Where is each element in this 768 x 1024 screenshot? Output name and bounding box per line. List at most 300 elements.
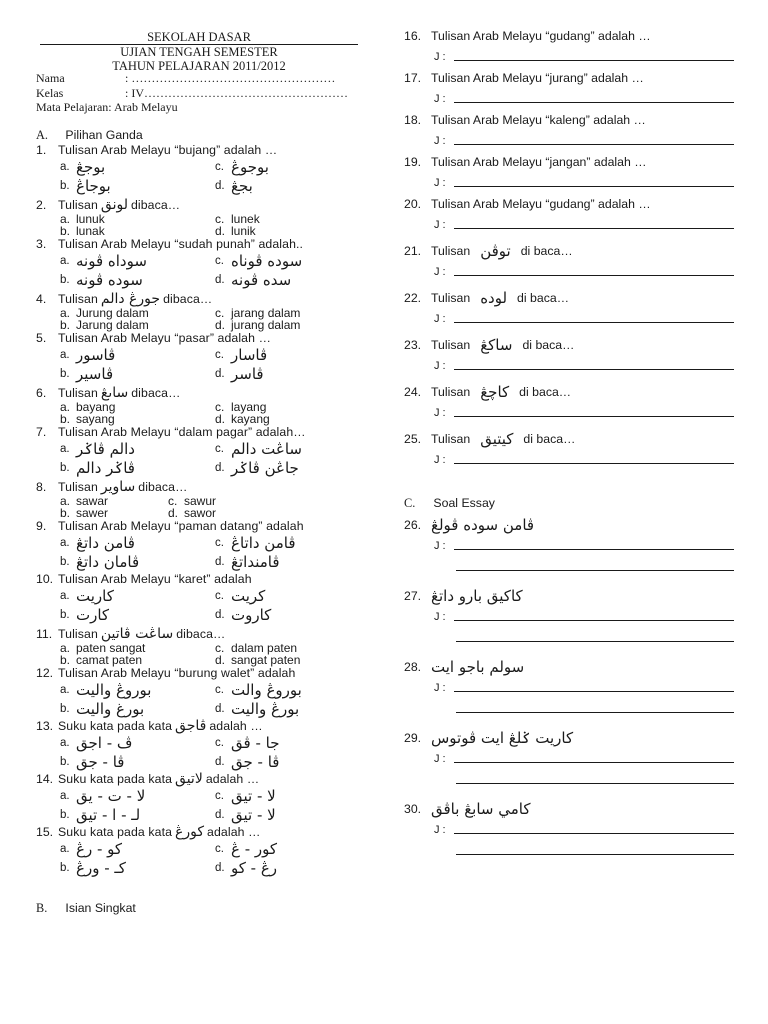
answer-label: J :: [434, 753, 446, 765]
student-info: [36, 71, 348, 115]
question-text: Tulisan: [58, 480, 98, 494]
question-number: 16.: [404, 29, 422, 43]
question-number: 6.: [36, 386, 47, 400]
option-text: dalam paten: [231, 641, 298, 655]
answer-option[interactable]: [60, 654, 215, 666]
answer-option[interactable]: [215, 787, 375, 806]
option-letter: c.: [168, 494, 178, 508]
multiple-choice-list: [36, 143, 366, 878]
option-text: رڠ - كو: [231, 859, 278, 877]
question-stem: [404, 657, 734, 677]
option-letter: b.: [60, 862, 70, 874]
nama-field[interactable]: : ……………………………………………: [125, 71, 336, 85]
essay-arabic: كاريت ݢلڠ ايت ڤوتوس: [431, 729, 574, 747]
options-grid: [36, 252, 366, 290]
answer-option[interactable]: [215, 158, 375, 177]
question-arabic: توڤن: [480, 242, 511, 260]
option-letter: a.: [60, 212, 71, 226]
answer-line[interactable]: [404, 172, 734, 194]
mcq-item: [36, 425, 366, 478]
question-text: Tulisan Arab Melayu “jurang” adalah …: [431, 71, 644, 85]
question-stem: [36, 480, 366, 495]
option-letter: d.: [215, 274, 225, 286]
option-letter: d.: [215, 809, 225, 821]
option-text: sayang: [76, 412, 115, 426]
answer-option[interactable]: [215, 225, 375, 237]
answer-option[interactable]: [60, 753, 215, 772]
mcq-item: [36, 237, 366, 290]
answer-line[interactable]: [404, 355, 734, 377]
options-grid: [36, 346, 366, 384]
option-text: سوده ڤوناه: [231, 252, 303, 270]
answer-option[interactable]: [60, 413, 215, 425]
answer-option[interactable]: [60, 365, 215, 384]
question-number: 26.: [404, 518, 422, 532]
mcq-item: [36, 772, 366, 825]
question-arabic: جورڠ دالم: [100, 291, 161, 307]
option-letter: c.: [215, 400, 225, 414]
answer-blank[interactable]: [454, 102, 734, 103]
answer-option[interactable]: [60, 787, 215, 806]
question-number: 24.: [404, 385, 422, 399]
option-text: ڤا - جق: [76, 753, 125, 771]
essay-list: [404, 515, 734, 863]
answer-blank[interactable]: [456, 854, 734, 855]
option-text: ڤاسور: [76, 346, 116, 364]
option-text: بوجڠ: [76, 158, 106, 176]
answer-option[interactable]: [60, 225, 215, 237]
answer-line-extra[interactable]: [404, 841, 734, 863]
option-letter: a.: [60, 161, 70, 173]
option-text: لا - تيق: [231, 787, 276, 805]
kelas-label: Kelas: [36, 85, 64, 100]
answer-option[interactable]: [60, 319, 215, 331]
question-number: 2.: [36, 198, 47, 212]
question-number: 5.: [36, 331, 47, 345]
question-text: Tulisan Arab Melayu “pasar” adalah …: [58, 331, 271, 345]
answer-option[interactable]: [60, 587, 215, 606]
option-text: بورڠ واليت: [231, 700, 300, 718]
option-letter: d.: [215, 609, 225, 621]
answer-label: J :: [434, 51, 446, 63]
answer-line[interactable]: [404, 535, 734, 557]
option-text: لا - تيق: [231, 806, 276, 824]
question-text-end: dibaca…: [138, 480, 188, 494]
answer-option[interactable]: [215, 252, 375, 271]
answer-line[interactable]: [404, 677, 734, 699]
mcq-item: [36, 572, 366, 625]
option-letter: c.: [215, 843, 224, 855]
option-letter: b.: [60, 653, 71, 667]
essay-arabic: كامي سابڠ باڤق: [431, 800, 531, 818]
option-text: ڤاسير: [76, 365, 114, 383]
answer-option[interactable]: [215, 753, 375, 772]
option-text: sawor: [184, 506, 217, 520]
answer-option[interactable]: [60, 700, 215, 719]
answer-option[interactable]: [215, 346, 375, 365]
option-letter: c.: [215, 349, 224, 361]
question-text-end: di baca…: [522, 338, 575, 352]
answer-option[interactable]: [60, 734, 215, 753]
answer-option[interactable]: [215, 319, 375, 331]
option-text: بجڠ: [231, 177, 253, 195]
question-text: Suku kata pada kata: [58, 772, 173, 786]
mcq-item: [36, 719, 366, 772]
answer-line[interactable]: [404, 261, 734, 283]
answer-option[interactable]: [215, 413, 375, 425]
answer-blank[interactable]: [454, 463, 734, 464]
options-grid: [36, 681, 366, 719]
question-number: 15.: [36, 825, 54, 839]
answer-option[interactable]: [60, 681, 215, 700]
short-answer-list: [404, 26, 734, 471]
option-text: ساڠت دالم: [231, 440, 302, 458]
option-text: ڤامان داتڠ: [76, 553, 140, 571]
question-number: 4.: [36, 292, 47, 306]
answer-option[interactable]: [60, 346, 215, 365]
question-stem: [404, 728, 734, 748]
exam-header: [40, 30, 358, 73]
option-text: سوداه ڤونه: [76, 252, 147, 270]
essay-arabic: كاكيق بارو داتڠ: [431, 587, 523, 605]
option-text: lunuk: [76, 212, 105, 226]
answer-line[interactable]: [404, 449, 734, 471]
option-letter: a.: [60, 737, 70, 749]
option-letter: b.: [60, 809, 70, 821]
option-letter: a.: [60, 684, 70, 696]
answer-option[interactable]: [60, 606, 215, 625]
answer-option[interactable]: [215, 440, 375, 459]
option-letter: a.: [60, 641, 71, 655]
answer-option[interactable]: [215, 654, 375, 666]
question-number: 25.: [404, 432, 422, 446]
answer-label: J :: [434, 219, 446, 231]
answer-option[interactable]: [215, 534, 375, 553]
answer-option[interactable]: [60, 553, 215, 572]
option-text: لـ - ا - تيق: [76, 806, 141, 824]
question-arabic: ساىڠ: [100, 385, 129, 401]
question-stem: [404, 429, 734, 449]
answer-line[interactable]: [404, 819, 734, 841]
answer-blank[interactable]: [456, 641, 734, 642]
option-letter: c.: [215, 641, 225, 655]
question-text: Tulisan Arab Melayu “jangan” adalah …: [431, 155, 647, 169]
option-letter: c.: [215, 790, 224, 802]
answer-option[interactable]: [60, 806, 215, 825]
option-letter: d.: [215, 412, 226, 426]
answer-blank[interactable]: [454, 620, 734, 621]
answer-blank[interactable]: [456, 783, 734, 784]
option-letter: a.: [60, 494, 71, 508]
answer-option[interactable]: [60, 507, 168, 519]
section-letter: C.: [404, 496, 416, 510]
answer-option[interactable]: [60, 859, 215, 878]
question-stem: [36, 627, 366, 642]
answer-option[interactable]: [215, 681, 375, 700]
mcq-item: [36, 331, 366, 384]
answer-option[interactable]: [215, 859, 375, 878]
answer-blank[interactable]: [454, 549, 734, 550]
question-stem: [404, 68, 734, 88]
answer-option[interactable]: [60, 271, 215, 290]
question-number: 13.: [36, 719, 54, 733]
question-stem: [36, 425, 366, 440]
question-stem: [404, 152, 734, 172]
answer-label: J :: [434, 454, 446, 466]
option-text: lunak: [76, 224, 105, 238]
option-letter: c.: [215, 306, 225, 320]
option-letter: d.: [215, 224, 226, 238]
mcq-item: [36, 198, 366, 237]
options-grid: [36, 213, 366, 237]
option-text: جاڠن ڤاݢر: [231, 459, 299, 477]
section-letter: A.: [36, 128, 48, 142]
option-text: بوروڠ واليت: [76, 681, 152, 699]
answer-option[interactable]: [60, 459, 215, 478]
option-letter: c.: [215, 443, 224, 455]
answer-line-extra[interactable]: [404, 770, 734, 792]
answer-blank[interactable]: [454, 275, 734, 276]
question-stem: [404, 288, 734, 308]
answer-line-extra[interactable]: [404, 557, 734, 579]
question-text-end: dibaca…: [131, 386, 181, 400]
answer-option[interactable]: [60, 158, 215, 177]
essay-item: [404, 586, 734, 650]
question-stem: [36, 331, 366, 346]
question-stem: [36, 292, 366, 307]
academic-year: TAHUN PELAJARAN 2011/2012: [112, 59, 286, 73]
option-letter: a.: [60, 400, 71, 414]
answer-blank[interactable]: [454, 60, 734, 61]
option-letter: c.: [215, 590, 224, 602]
option-letter: b.: [60, 462, 70, 474]
option-text: ڤاݢر دالم: [76, 459, 135, 477]
answer-line-extra[interactable]: [404, 628, 734, 650]
essay-arabic: سولم باجو ايت: [431, 658, 525, 676]
option-text: sawer: [76, 506, 109, 520]
question-number: 18.: [404, 113, 422, 127]
question-text-end: di baca…: [517, 291, 569, 305]
kelas-field[interactable]: : IV……………………………………………: [125, 85, 348, 100]
question-text: Tulisan Arab Melayu “dalam pagar” adalah…: [58, 425, 306, 439]
mcq-item: [36, 627, 366, 666]
answer-option[interactable]: [215, 587, 375, 606]
answer-option[interactable]: [215, 734, 375, 753]
question-text: Tulisan: [431, 338, 471, 352]
answer-blank[interactable]: [454, 416, 734, 417]
option-letter: d.: [215, 368, 225, 380]
short-answer-item: [404, 68, 734, 110]
option-letter: c.: [215, 161, 224, 173]
option-letter: a.: [60, 306, 71, 320]
option-letter: c.: [215, 537, 224, 549]
answer-line-extra[interactable]: [404, 699, 734, 721]
option-letter: a.: [60, 443, 70, 455]
option-letter: d.: [168, 506, 179, 520]
question-text-end: di baca…: [519, 385, 572, 399]
question-text: Tulisan Arab Melayu “burung walet” adalah: [58, 666, 296, 680]
answer-label: J :: [434, 407, 446, 419]
option-text: بوجوڠ: [231, 158, 269, 176]
answer-blank[interactable]: [456, 712, 734, 713]
option-letter: b.: [60, 556, 70, 568]
short-answer-item: [404, 26, 734, 68]
option-text: كاريت: [76, 587, 114, 605]
answer-line[interactable]: [404, 214, 734, 236]
answer-option[interactable]: [60, 177, 215, 196]
question-stem: [404, 586, 734, 606]
question-number: 20.: [404, 197, 422, 211]
option-text: ڤامن داتاڠ: [231, 534, 296, 552]
option-text: كـ - ورڠ: [76, 859, 126, 877]
question-text: Tulisan Arab Melayu “gudang” adalah …: [431, 197, 651, 211]
option-letter: b.: [60, 318, 71, 332]
question-stem: [404, 194, 734, 214]
answer-line[interactable]: [404, 88, 734, 110]
school-name: SEKOLAH DASAR: [40, 30, 358, 45]
option-letter: d.: [215, 318, 226, 332]
answer-option[interactable]: [215, 806, 375, 825]
answer-blank[interactable]: [454, 228, 734, 229]
option-letter: a.: [60, 349, 70, 361]
section-title: Isian Singkat: [65, 901, 136, 915]
options-grid: [36, 734, 366, 772]
nama-row: [36, 71, 348, 86]
answer-line[interactable]: [404, 402, 734, 424]
question-text: Suku kata pada kata: [58, 825, 173, 839]
answer-label: J :: [434, 93, 446, 105]
option-letter: b.: [60, 703, 70, 715]
answer-option[interactable]: [215, 271, 375, 290]
question-text: Tulisan: [431, 244, 471, 258]
option-text: ڤامن داتڠ: [76, 534, 135, 552]
essay-item: [404, 799, 734, 863]
nama-label: Nama: [36, 71, 65, 85]
option-letter: b.: [60, 506, 71, 520]
question-arabic: لونق: [100, 197, 128, 213]
answer-option[interactable]: [215, 177, 375, 196]
subject-label: Mata Pelajaran: Arab Melayu: [36, 100, 178, 114]
answer-blank[interactable]: [456, 570, 734, 571]
question-text: Tulisan: [58, 386, 98, 400]
answer-option[interactable]: [60, 440, 215, 459]
option-text: سده ڤونه: [231, 271, 292, 289]
option-text: كور - ڠ: [231, 840, 278, 858]
answer-option[interactable]: [215, 700, 375, 719]
question-arabic: كيتيق: [480, 430, 514, 448]
answer-option[interactable]: [215, 459, 375, 478]
answer-option[interactable]: [215, 553, 375, 572]
short-answer-item: [404, 152, 734, 194]
answer-option[interactable]: [215, 840, 375, 859]
answer-blank[interactable]: [454, 762, 734, 763]
answer-line[interactable]: [404, 748, 734, 770]
question-number: 3.: [36, 237, 47, 251]
right-column: [404, 26, 734, 863]
answer-line[interactable]: [404, 46, 734, 68]
answer-label: J :: [434, 540, 446, 552]
options-grid: [36, 440, 366, 478]
option-letter: a.: [60, 537, 70, 549]
options-grid: [36, 587, 366, 625]
exam-name: UJIAN TENGAH SEMESTER: [120, 45, 278, 59]
answer-label: J :: [434, 682, 446, 694]
short-answer-item: [404, 110, 734, 152]
options-grid: [36, 495, 366, 519]
answer-line[interactable]: [404, 308, 734, 330]
option-text: ڤ - اجق: [76, 734, 133, 752]
option-letter: a.: [60, 843, 70, 855]
option-text: Jurung dalam: [76, 306, 149, 320]
question-text: Tulisan: [431, 291, 471, 305]
answer-option[interactable]: [215, 365, 375, 384]
answer-label: J :: [434, 360, 446, 372]
answer-blank[interactable]: [454, 322, 734, 323]
question-stem: [404, 335, 734, 355]
mcq-item: [36, 292, 366, 331]
answer-line[interactable]: [404, 130, 734, 152]
question-arabic: ساوير: [100, 479, 136, 495]
answer-label: J :: [434, 313, 446, 325]
option-letter: c.: [215, 737, 224, 749]
answer-blank[interactable]: [454, 186, 734, 187]
short-answer-item: [404, 429, 734, 471]
answer-option[interactable]: [60, 252, 215, 271]
question-text-end: di baca…: [523, 432, 576, 446]
question-number: 17.: [404, 71, 422, 85]
option-text: layang: [231, 400, 267, 414]
answer-blank[interactable]: [454, 369, 734, 370]
answer-option[interactable]: [60, 840, 215, 859]
question-text: Suku kata pada kata: [58, 719, 173, 733]
option-letter: d.: [215, 756, 225, 768]
question-text-end: adalah …: [205, 772, 260, 786]
answer-blank[interactable]: [454, 691, 734, 692]
option-text: lunek: [231, 212, 260, 226]
answer-blank[interactable]: [454, 833, 734, 834]
answer-option[interactable]: [168, 507, 288, 519]
option-text: bayang: [76, 400, 116, 414]
question-number: 1.: [36, 143, 47, 157]
question-arabic: لاتيق: [175, 771, 203, 787]
option-text: lunik: [231, 224, 256, 238]
mcq-item: [36, 519, 366, 572]
option-letter: d.: [215, 180, 225, 192]
question-number: 22.: [404, 291, 422, 305]
question-number: 7.: [36, 425, 47, 439]
answer-option[interactable]: [215, 606, 375, 625]
question-number: 19.: [404, 155, 422, 169]
section-title: Soal Essay: [433, 496, 495, 510]
option-letter: b.: [60, 609, 70, 621]
question-text-end: adalah …: [207, 825, 261, 839]
question-number: 27.: [404, 589, 422, 603]
question-text-end: di baca…: [520, 244, 573, 258]
answer-blank[interactable]: [454, 144, 734, 145]
options-grid: [36, 840, 366, 878]
option-letter: d.: [215, 653, 226, 667]
option-letter: d.: [215, 556, 225, 568]
option-text: كارت: [76, 606, 110, 624]
question-stem: [36, 666, 366, 681]
option-letter: c.: [215, 212, 225, 226]
question-text-end: dibaca…: [163, 292, 213, 306]
question-stem: [36, 719, 366, 734]
question-arabic: ساکڠ: [480, 336, 513, 354]
option-text: ڤاسار: [231, 346, 268, 364]
answer-option[interactable]: [60, 534, 215, 553]
answer-line[interactable]: [404, 606, 734, 628]
